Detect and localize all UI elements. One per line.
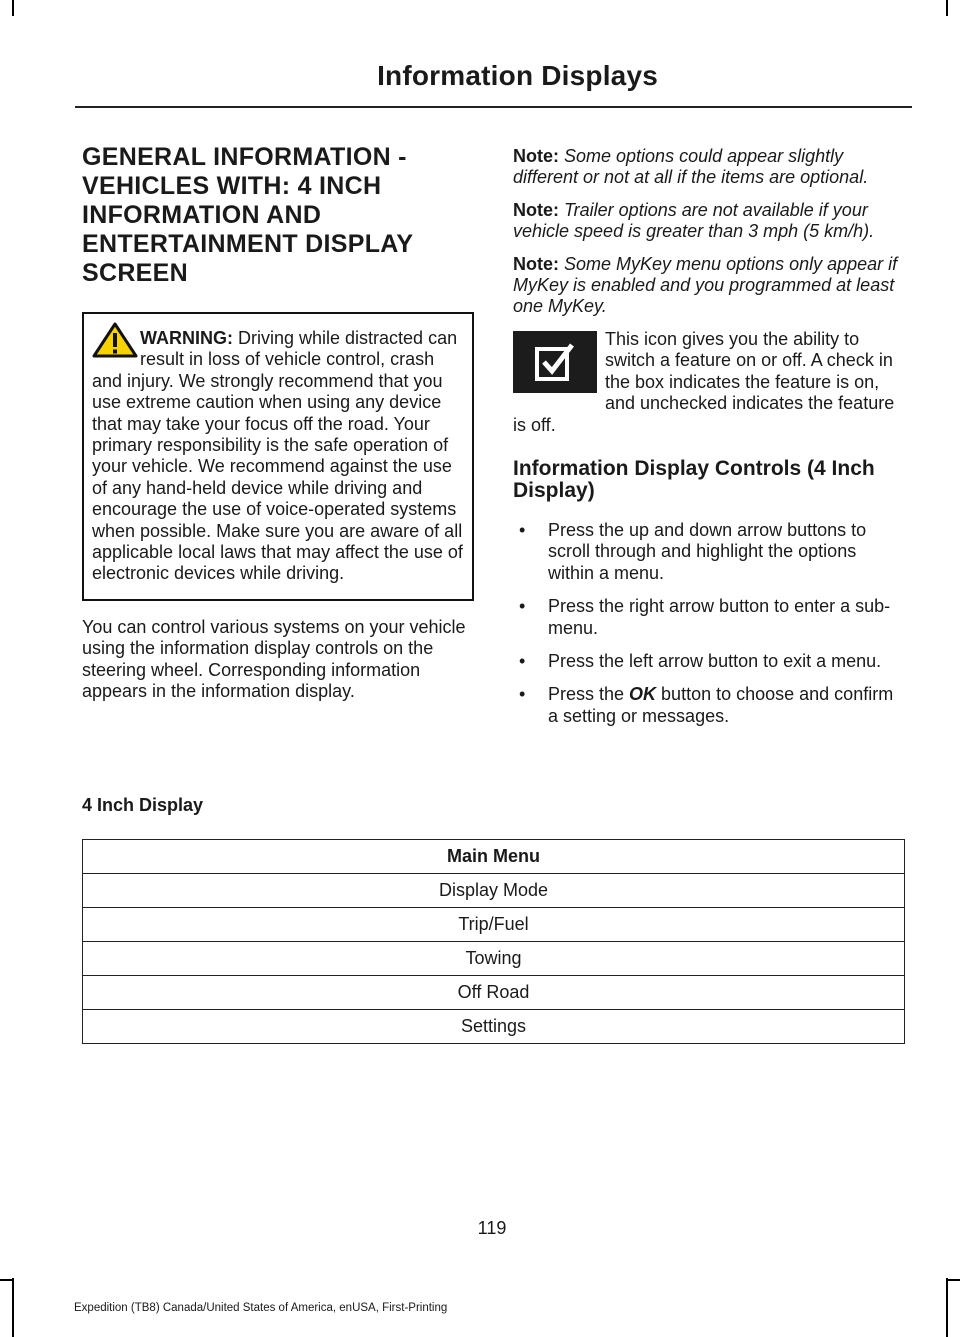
ok-button-label: OK <box>629 684 657 705</box>
note <box>513 254 907 317</box>
section-title <box>82 143 474 288</box>
crop-mark <box>946 1278 948 1337</box>
list-item-text: Press the right arrow button to enter a sub-menu. <box>548 596 891 638</box>
list-item-text: button to choose and confirm a setting or messages. <box>548 684 894 726</box>
list-item-text: Press the left arrow button to exit a menu. <box>548 651 882 672</box>
list-item <box>513 520 907 584</box>
left-column <box>82 143 474 703</box>
table-cell: Settings <box>83 1010 905 1044</box>
bullet-icon: • <box>519 651 526 672</box>
bullet-icon: • <box>519 596 526 617</box>
page-title: Information Displays <box>377 60 658 91</box>
crop-mark <box>946 0 948 16</box>
section-title-line: INFORMATION AND <box>82 201 322 229</box>
note-label: Note: <box>513 254 559 274</box>
table-row <box>83 908 905 942</box>
page-number: 119 <box>477 1218 507 1238</box>
table-row <box>83 942 905 976</box>
warning-triangle-icon <box>92 322 138 358</box>
bullet-icon: • <box>519 520 526 541</box>
table-header-row <box>83 840 905 874</box>
note-text: Trailer options are not available if your vehicle speed is greater than 3 mph (5 km/h). <box>513 200 875 241</box>
bullet-icon: • <box>519 684 526 705</box>
list-item <box>513 651 907 672</box>
table-cell: Trip/Fuel <box>83 908 905 942</box>
warning-text: Driving while distracted can result in loss of vehicle control, crash and injury. We strongly recommend that you use extreme caution when using any device that may take your focus off the road. Your primary responsibility is the safe operation of your vehicle. We recommend against the use of any hand-held device while driving and encourage the use of voice-operated systems when possible. Make sure you are aware of all applicable local laws that may affect the use of electronic devices while driving. <box>92 328 463 584</box>
table-row <box>83 874 905 908</box>
main-menu-table <box>82 839 905 1044</box>
checkbox-icon-paragraph <box>513 329 907 436</box>
note-label: Note: <box>513 200 559 220</box>
crop-mark <box>12 1278 14 1337</box>
section-title-line: VEHICLES WITH: 4 INCH <box>82 172 382 200</box>
table-row <box>83 976 905 1010</box>
warning-box <box>82 312 474 601</box>
right-column <box>513 146 907 739</box>
note-label: Note: <box>513 146 559 166</box>
display-label: 4 Inch Display <box>82 795 204 815</box>
checkbox-description: This icon gives you the ability to switch a feature on or off. A check in the box indicates the feature is on, and unchecked indicates the feature is off. <box>513 329 895 435</box>
table-cell: Towing <box>83 942 905 976</box>
footer-text: Expedition (TB8) Canada/United States of America, enUSA, First-Printing <box>74 1302 448 1314</box>
crop-mark <box>946 1279 960 1281</box>
table-row <box>83 1010 905 1044</box>
note-text: Some MyKey menu options only appear if MyKey is enabled and you programmed at least one MyKey. <box>513 254 898 316</box>
list-item <box>513 684 907 727</box>
section-title-line: GENERAL INFORMATION - <box>82 143 407 171</box>
table-header: Main Menu <box>83 840 905 874</box>
table-cell: Off Road <box>83 976 905 1010</box>
list-item-text: Press the up and down arrow buttons to scroll through and highlight the options within a menu. <box>548 520 867 583</box>
table-cell: Display Mode <box>83 874 905 908</box>
controls-heading: Information Display Controls (4 Inch Display) <box>513 457 875 503</box>
section-title-line: SCREEN <box>82 259 188 287</box>
note-text: Some options could appear slightly different or not at all if the items are optional. <box>513 146 869 187</box>
intro-paragraph: You can control various systems on your vehicle using the information display controls on the steering wheel. Corresponding information appears in the information display. <box>82 616 466 702</box>
list-item-text: Press the <box>548 684 630 705</box>
list-item <box>513 596 907 639</box>
header-divider <box>75 106 912 108</box>
warning-label: WARNING: <box>140 328 233 348</box>
crop-mark <box>12 0 14 16</box>
checkbox-checked-icon <box>513 331 597 393</box>
controls-list <box>513 520 907 727</box>
crop-mark <box>0 1279 14 1281</box>
section-title-line: ENTERTAINMENT DISPLAY <box>82 230 414 258</box>
note <box>513 200 907 242</box>
note <box>513 146 907 188</box>
